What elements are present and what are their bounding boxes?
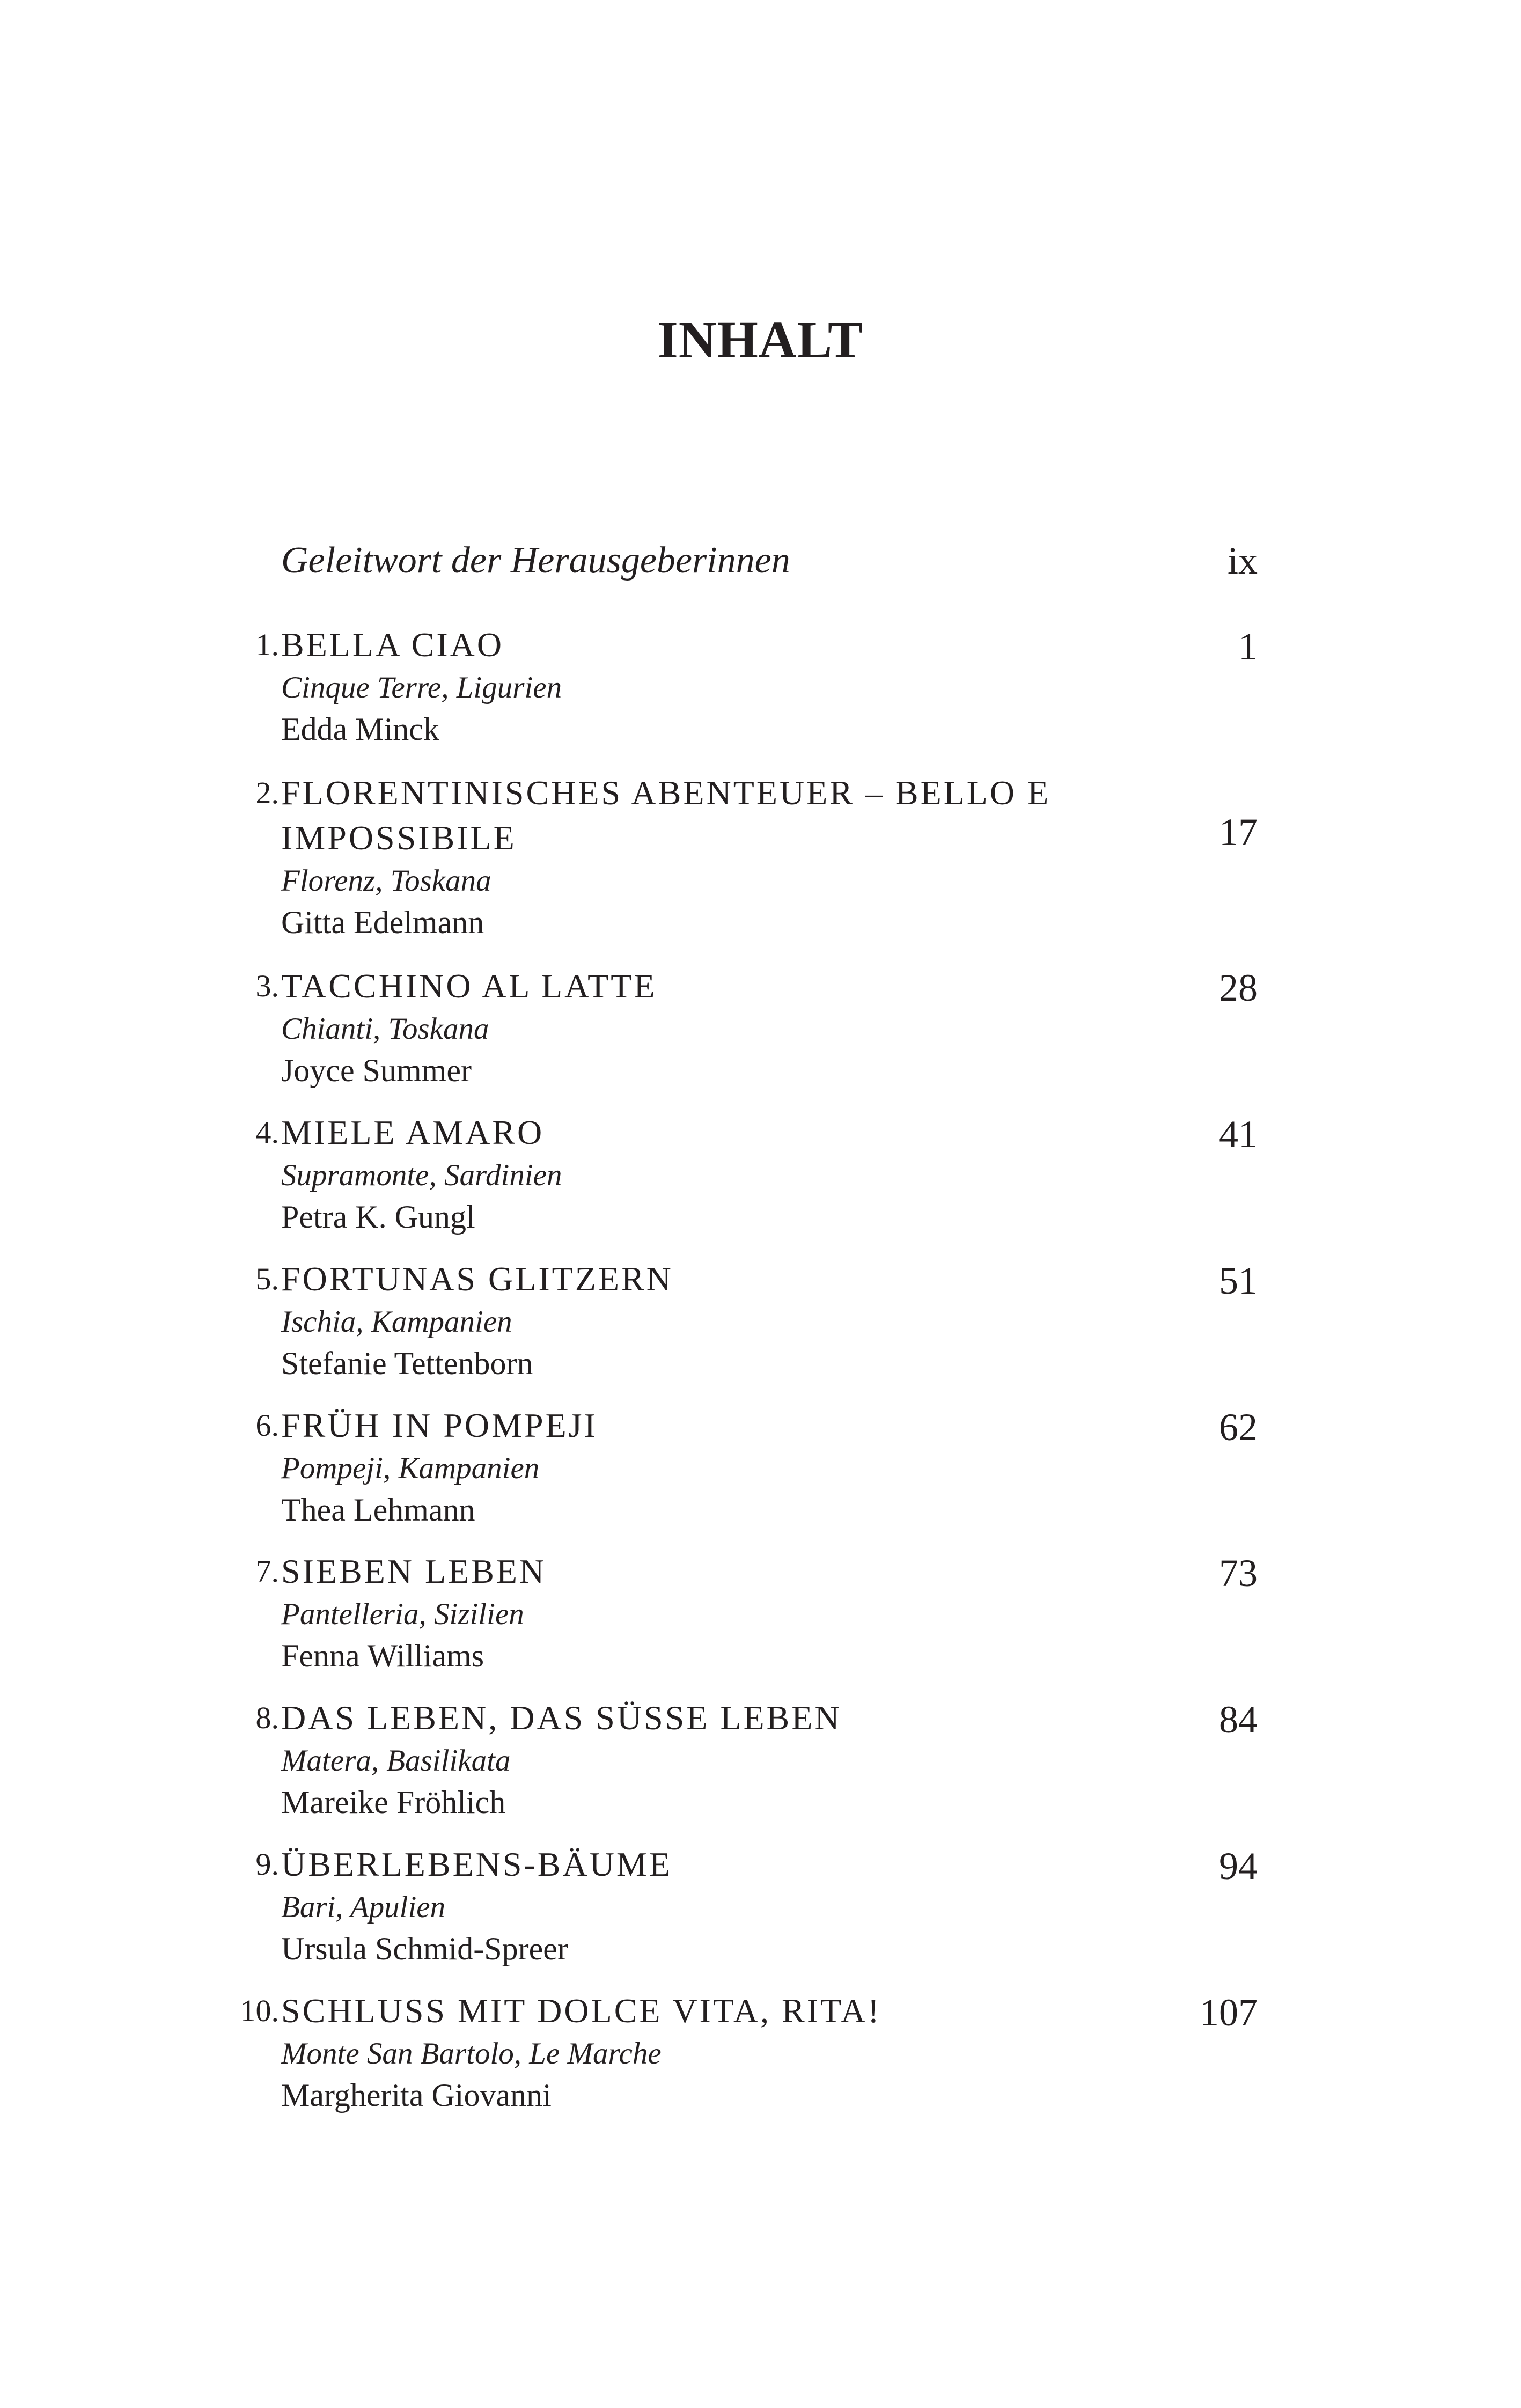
entry-page-number: 1 bbox=[1238, 625, 1258, 668]
entry-title: SCHLUSS MIT DOLCE VITA, RITA! bbox=[281, 1992, 881, 2030]
entry-place: Monte San Bartolo, Le Marche bbox=[281, 2037, 662, 2071]
page-title: INHALT bbox=[657, 311, 864, 369]
entry-title: BELLA CIAO bbox=[281, 626, 504, 664]
entry-number: 8. bbox=[255, 1700, 279, 1735]
entry-title: FRÜH IN POMPEJI bbox=[281, 1406, 598, 1444]
entry-page-number: 51 bbox=[1219, 1259, 1258, 1302]
entry-author: Fenna Williams bbox=[281, 1638, 484, 1673]
entry-author: Thea Lehmann bbox=[281, 1492, 475, 1528]
entry-author: Gitta Edelmann bbox=[281, 905, 484, 940]
entry-author: Joyce Summer bbox=[281, 1053, 472, 1088]
toc-foreword[interactable] bbox=[281, 537, 1258, 585]
entry-author: Ursula Schmid-Spreer bbox=[281, 1931, 568, 1966]
entry-page-number: 28 bbox=[1219, 966, 1258, 1009]
entry-title: TACCHINO AL LATTE bbox=[281, 967, 657, 1005]
entry-number: 3. bbox=[255, 968, 279, 1003]
entry-body bbox=[281, 1403, 1193, 1531]
entry-place: Cinque Terre, Ligurien bbox=[281, 671, 562, 704]
entry-place: Pompeji, Kampanien bbox=[281, 1451, 540, 1485]
entry-page-number: 41 bbox=[1219, 1113, 1258, 1156]
entry-page-number: 84 bbox=[1219, 1698, 1258, 1741]
entry-place: Ischia, Kampanien bbox=[281, 1305, 512, 1339]
entry-page-number: 62 bbox=[1219, 1406, 1258, 1449]
entry-place: Pantelleria, Sizilien bbox=[281, 1597, 524, 1631]
entry-body bbox=[281, 770, 1193, 943]
entry-number: 7. bbox=[255, 1554, 279, 1589]
entry-number: 1. bbox=[255, 627, 279, 662]
entry-page-number: 17 bbox=[1219, 811, 1258, 854]
entry-page-number: 73 bbox=[1219, 1552, 1258, 1595]
entry-place: Matera, Basilikata bbox=[281, 1744, 511, 1778]
entry-number: 10. bbox=[240, 1993, 279, 2028]
entry-number: 5. bbox=[255, 1261, 279, 1296]
entry-body bbox=[281, 1110, 1193, 1238]
entry-title: MIELE AMARO bbox=[281, 1113, 545, 1151]
entry-author: Margherita Giovanni bbox=[281, 2077, 552, 2113]
entry-number: 4. bbox=[255, 1115, 279, 1150]
entry-number: 2. bbox=[255, 775, 279, 810]
entry-title: ÜBERLEBENS-BÄUME bbox=[281, 1845, 672, 1883]
entry-author: Mareike Fröhlich bbox=[281, 1785, 506, 1820]
foreword-page-number: ix bbox=[1227, 539, 1258, 582]
entry-body bbox=[281, 1695, 1193, 1823]
entry-number: 9. bbox=[255, 1847, 279, 1882]
entry-title: FORTUNAS GLITZERN bbox=[281, 1260, 673, 1298]
entry-body bbox=[281, 964, 1193, 1091]
entry-number: 6. bbox=[255, 1408, 279, 1443]
entry-author: Petra K. Gungl bbox=[281, 1199, 475, 1235]
entry-page-number: 94 bbox=[1219, 1845, 1258, 1888]
entry-place: Supramonte, Sardinien bbox=[281, 1158, 562, 1192]
entry-place: Bari, Apulien bbox=[281, 1890, 446, 1924]
entry-body bbox=[281, 1257, 1193, 1384]
foreword-title: Geleitwort der Herausgeberinnen bbox=[281, 540, 790, 581]
entry-title: DAS LEBEN, DAS SÜSSE LEBEN bbox=[281, 1699, 842, 1737]
entry-place: Chianti, Toskana bbox=[281, 1012, 489, 1046]
entry-place: Florenz, Toskana bbox=[281, 864, 491, 898]
entry-author: Stefanie Tettenborn bbox=[281, 1346, 533, 1381]
entry-title: SIEBEN LEBEN bbox=[281, 1552, 547, 1590]
entry-body bbox=[281, 1988, 1193, 2116]
entry-body bbox=[281, 622, 1193, 750]
entry-page-number: 107 bbox=[1200, 1991, 1258, 2034]
entry-author: Edda Minck bbox=[281, 711, 439, 747]
entry-body bbox=[281, 1842, 1193, 1970]
entry-body bbox=[281, 1549, 1193, 1677]
entry-title: FLORENTINISCHES ABENTEUER – BELLO E IMPOSSIBILE bbox=[281, 774, 1051, 857]
